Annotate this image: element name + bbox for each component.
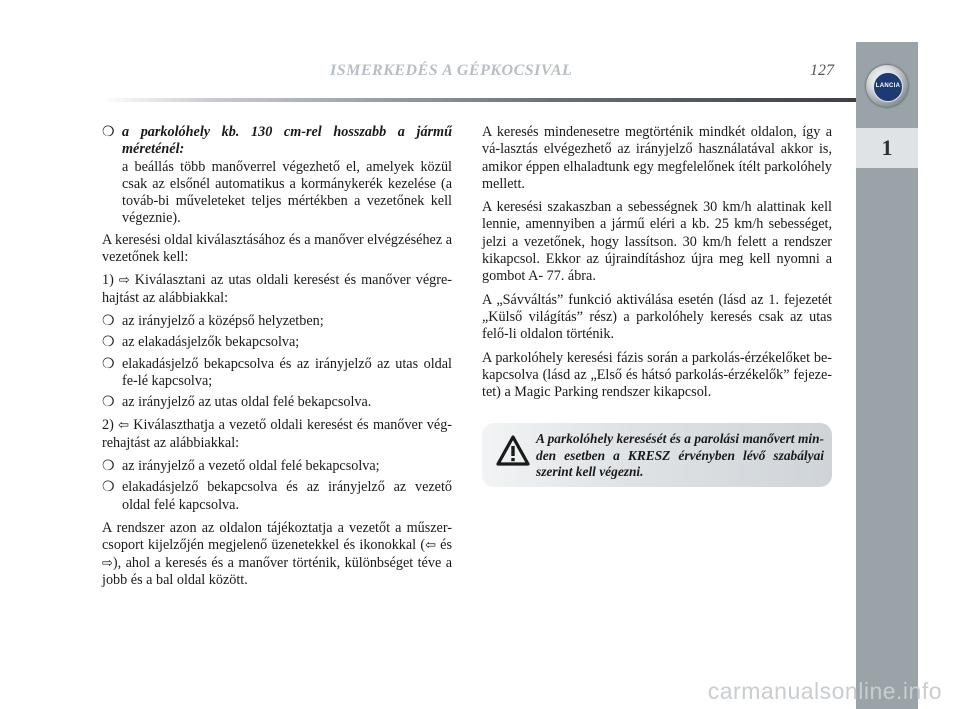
bullet-icon: ❍ [102,313,115,329]
list-item-text: az irányjelző a vezető oldal felé bekapcsolva; [122,458,380,475]
right-column [482,124,832,407]
left-arrow-icon: ⇦ [118,418,129,434]
paragraph [102,520,452,589]
page-number: 127 [810,62,834,79]
watermark: carmanualsonline.info [707,678,942,704]
left-column [102,124,452,595]
logo-shield [873,72,903,102]
step-text: Kiválasztani az utas oldali keresést és manőver végre-hajtást az alábbiakkal: [102,272,453,306]
paragraph: A keresési szakaszban a sebességnek 30 km/h alattinak kell lennie, amennyiben a jármű eléri a kb. 25 km/h sebességet, jelzi a vezetőnek, hogy lassítson. 30 km/h felett a rendszer kikapcsol. Ekkor az újraindításhoz újra meg kell nyomni a gombot A- 77. ábra. [482,199,832,285]
header-rule [100,98,858,102]
list-item [102,124,452,228]
bullet-icon: ❍ [102,459,115,475]
text-run: és [435,537,452,554]
bullet-icon: ❍ [102,356,115,372]
lancia-logo [866,65,908,107]
page-header-title: ISMERKEDÉS A GÉPKOCSIVAL [330,62,573,79]
list-item [102,334,452,351]
paragraph: A „Sávváltás” funkció aktiválása esetén (lásd az 1. fejezetét „Külső világítás” rész) a parkolóhely keresés csak az utas felő-li oldalon történik. [482,291,832,343]
text-run: ), ahol a keresés és a manőver történik, különbséget téve a jobb és a bal oldal között. [102,554,452,588]
paragraph: A parkolóhely keresési fázis során a parkolás-érzékelőket be-kapcsolva (lásd az „Első és hátsó parkolás-érzékelők” fejeze-tet) a Magic Parking rendszer kikapcsol. [482,349,832,401]
list-item-text: elakadásjelző bekapcsolva és az irányjelző az utas oldal fe-lé kapcsolva; [122,355,452,389]
step-1 [102,272,452,307]
bullet-body: a beállás több manőverrel végezhető el, amelyek közül csak az elsőnél automatikus a kormánykerék kezelése (a továb-bi műveleteket teljes mértékben a vezetőnek kell végeznie). [122,158,452,227]
list-item-text: az elakadásjelzők bekapcsolva; [122,334,300,351]
list-item [102,313,452,330]
step-number: 1) [102,272,114,289]
list-item-text: az irányjelző az utas oldal felé bekapcsolva. [122,394,372,411]
step-number: 2) [102,417,114,434]
paragraph: A keresés mindenesetre megtörténik mindkét oldalon, így a vá-lasztás elvégezhető az irányjelző használatával akkor is, amikor éppen elhaladtunk egy megfelelőnek ítélt parkolóhely mellett. [482,124,832,192]
warning-text: A parkolóhely keresését és a parolási manővert min-den esetben a KRESZ érvényben lévő szabályai szerint kell végezni. [536,431,824,479]
right-arrow-icon: ⇨ [118,273,130,289]
bullet-icon: ❍ [102,395,115,411]
bullet-lead: a parkolóhely kb. 130 cm-rel hosszabb a jármű méreténél: [122,124,452,158]
bullet-icon: ❍ [102,480,115,496]
logo-text: LANCIA [875,83,901,89]
list-item-text: az irányjelző a középső helyzetben; [122,312,324,329]
list-item-text [122,124,452,228]
step-text: Kiválaszthatja a vezető oldali keresést és manőver vég-rehajtást az alábbiakkal: [102,417,453,451]
bullet-icon: ❍ [102,335,115,351]
bullet-icon: ❍ [102,125,115,140]
paragraph: A keresési oldal kiválasztásához és a manőver elvégzéséhez a vezetőnek kell: [102,231,452,266]
right-arrow-icon: ⇨ [102,555,113,571]
text-run: A rendszer azon az oldalon tájékoztatja a vezetőt a műszer-csoport kijelzőjén megjelenő üzenetekkel és ikonokkal ( [102,519,452,554]
step-2 [102,417,452,452]
list-item [102,479,452,514]
chapter-tab[interactable]: 1 [856,128,918,168]
warning-triangle-icon [496,435,530,467]
list-item [102,394,452,411]
list-item [102,356,452,391]
list-item-text: elakadásjelző bekapcsolva és az irányjelző az vezető oldal felé kapcsolva. [122,479,452,513]
list-item [102,458,452,475]
left-arrow-icon: ⇦ [425,538,436,554]
warning-box [482,423,832,487]
